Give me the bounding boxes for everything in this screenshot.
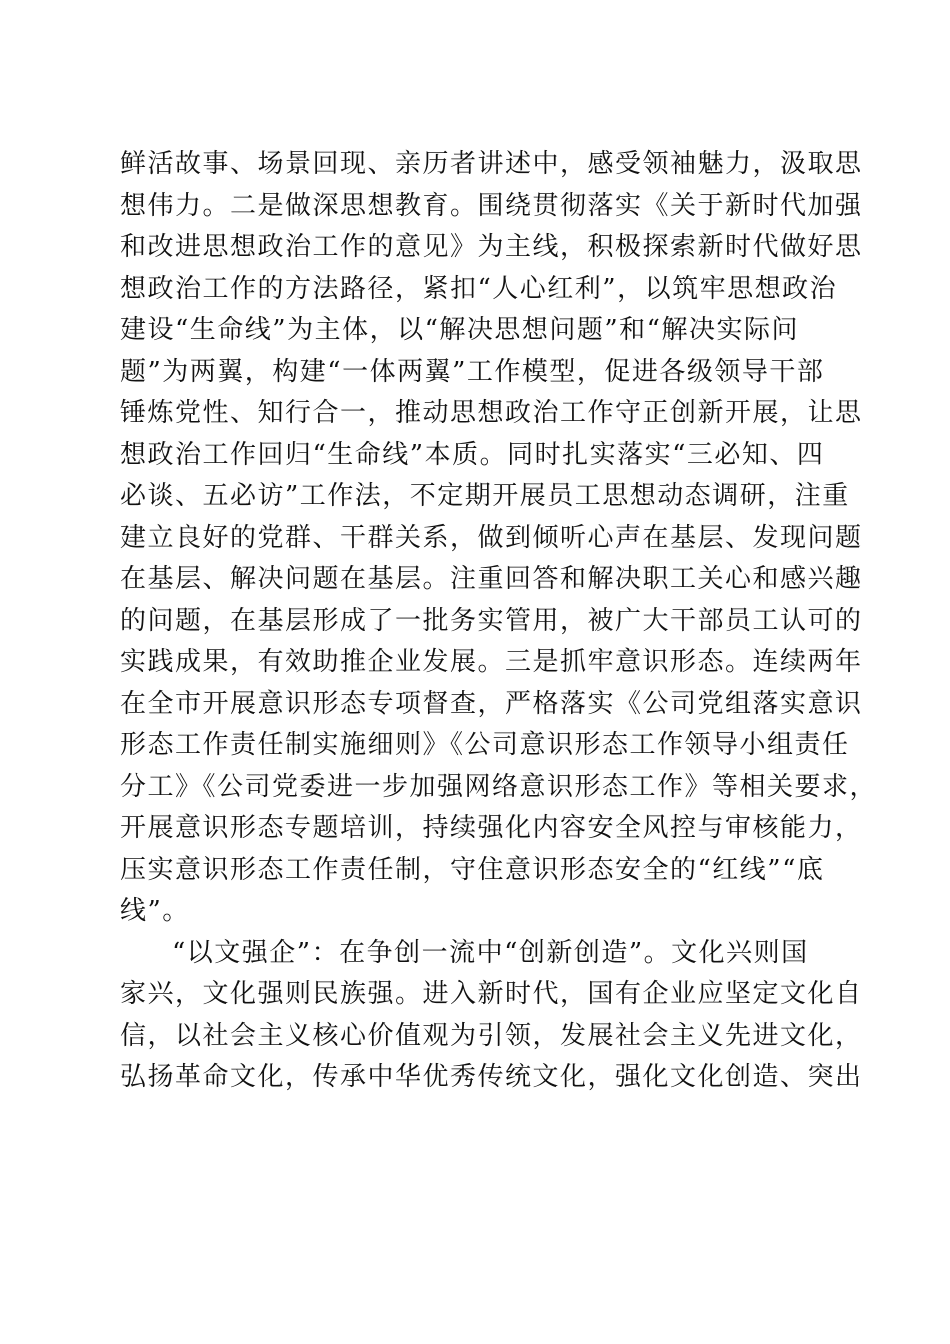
text-line: 家兴，文化强则民族强。进入新时代，国有企业应坚定文化自 [120, 979, 863, 1009]
text-line: 线”。 [120, 896, 190, 926]
text-line: 建设“生命线”为主体，以“解决思想问题”和“解决实际问 [120, 315, 799, 345]
text-line: 信，以社会主义核心价值观为引领，发展社会主义先进文化， [120, 1020, 863, 1051]
text-line: 在基层、解决问题在基层。注重回答和解决职工关心和感兴趣 [120, 564, 863, 594]
text-line: 开展意识形态专题培训，持续强化内容安全风控与审核能力， [120, 813, 863, 843]
text-line: 在全市开展意识形态专项督查，严格落实《公司党组落实意识 [120, 688, 863, 719]
text-line: 想政治工作的方法路径，紧扣“人心红利”，以筑牢思想政治 [120, 273, 838, 304]
text-line: 弘扬革命文化，传承中华优秀传统文化，强化文化创造、突出 [120, 1062, 863, 1092]
text-line: 必谈、五必访”工作法，不定期开展员工思想动态调研，注重 [120, 481, 850, 511]
text-line: 想伟力。二是做深思想教育。围绕贯彻落实《关于新时代加强 [120, 190, 863, 221]
text-line: 形态工作责任制实施细则》《公司意识形态工作领导小组责任 [120, 730, 850, 760]
text-line: 题”为两翼，构建“一体两翼”工作模型，促进各级领导干部 [120, 356, 825, 387]
text-line: 锤炼党性、知行合一，推动思想政治工作守正创新开展，让思 [120, 398, 863, 428]
body-text [120, 144, 878, 1099]
text-line: 建立良好的党群、干群关系，做到倾听心声在基层、发现问题 [120, 522, 863, 553]
text-line: 想政治工作回归“生命线”本质。同时扎实落实“三必知、四 [120, 439, 825, 470]
text-line: 和改进思想政治工作的意见》为主线，积极探索新时代做好思 [120, 232, 863, 262]
text-line: 鲜活故事、场景回现、亲历者讲述中，感受领袖魅力，汲取思 [120, 149, 863, 179]
text-line: 的问题，在基层形成了一批务实管用，被广大干部员工认可的 [120, 605, 863, 636]
text-line: 压实意识形态工作责任制，守住意识形态安全的“红线”“底 [120, 854, 825, 885]
text-line: 分工》《公司党委进一步加强网络意识形态工作》等相关要求， [120, 771, 878, 802]
paragraph-start-line: “以文强企”：在争创一流中“创新创造”。文化兴则国 [172, 937, 809, 968]
text-line: 实践成果，有效助推企业发展。三是抓牢意识形态。连续两年 [120, 647, 863, 677]
